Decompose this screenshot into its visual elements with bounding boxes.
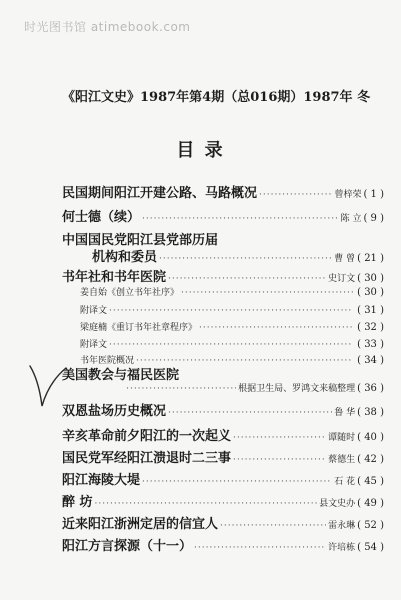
entry-page: ( 31 ) [357, 305, 384, 316]
masthead: 《阳江文史》1987年第4期（总016期）1987年 冬 [62, 90, 371, 105]
entry-author: 曹 曾 [334, 254, 356, 264]
entry-page: ( 36 ) [357, 383, 384, 394]
entry-title: 何士德（续） [62, 210, 141, 225]
toc-entry [62, 266, 384, 285]
entry-title: 双恩盐场历史概况 [62, 404, 167, 419]
watermark: 时光图书馆 atimebook.com [24, 20, 191, 34]
leader-dots [168, 408, 332, 418]
entry-page: ( 21 ) [357, 253, 384, 264]
entry-title: 醉 坊 [62, 495, 93, 510]
entry-title: 国民党军经阳江溃退时二三事 [62, 451, 232, 466]
toc-entry [62, 425, 384, 444]
entry-page: ( 52 ) [357, 520, 384, 531]
leader-dots [142, 214, 339, 224]
toc-entry [80, 303, 384, 316]
entry-page: ( 45 ) [357, 476, 384, 487]
entry-title: 民国期间阳江开建公路、马路概况 [62, 186, 258, 201]
entry-page: ( 30 ) [357, 273, 384, 284]
entry-author: 曾梓荣 [334, 190, 362, 200]
entry-author: 石 花 [334, 477, 356, 487]
entry-page: ( 38 ) [357, 407, 384, 418]
toc-entry [96, 381, 384, 394]
entry-page: ( 34 ) [357, 355, 384, 366]
leader-dots [168, 274, 326, 284]
toc-title: 目 录 [176, 140, 225, 161]
entry-title: 中国国民党阳江县党部历届 [62, 233, 219, 248]
entry-page: ( 49 ) [357, 498, 384, 509]
entry-page: ( 32 ) [357, 322, 384, 333]
entry-title: 辛亥革命前夕阳江的一次起义 [62, 429, 232, 444]
entry-author: 蔡德生 [328, 455, 356, 465]
leader-dots [194, 543, 326, 553]
entry-author: 谭随时 [328, 433, 356, 443]
leader-dots [95, 499, 318, 509]
leader-dots [159, 254, 332, 264]
entry-title: 美国教会与福民医院 [62, 368, 180, 383]
entry-author: 根据卫生局、罗鸿文来稿整理 [238, 384, 356, 394]
toc-entry [62, 491, 384, 510]
entry-author: 雷永琳 [328, 521, 356, 531]
leader-dots [109, 340, 353, 350]
entry-title: 附译文 [80, 306, 108, 316]
entry-page: ( 30 ) [357, 287, 384, 298]
entry-title: 阳江海陵大堤 [62, 473, 141, 488]
entry-title: 姜自始《创立书年社序》 [80, 288, 180, 298]
entry-page: ( 33 ) [357, 339, 384, 350]
entry-title: 书年医院概况 [80, 356, 135, 366]
toc-entry [80, 285, 384, 298]
leader-dots [126, 384, 236, 394]
entry-page: ( 40 ) [357, 432, 384, 443]
entry-page: ( 9 ) [363, 213, 384, 224]
entry-author: 史订文 [328, 274, 356, 284]
entry-title: 梁庭楠《重订书年社章程序》 [80, 323, 198, 333]
entry-author: 陈 立 [340, 214, 362, 224]
toc-entry [62, 182, 384, 201]
toc-entry [62, 400, 384, 419]
toc-entry [62, 513, 384, 532]
toc-entry [80, 337, 384, 350]
entry-title: 近来阳江浙洲定居的信宜人 [62, 517, 219, 532]
entry-page: ( 42 ) [357, 454, 384, 465]
entry-title: 附译文 [80, 340, 108, 350]
toc-entry [92, 246, 384, 265]
leader-dots [199, 323, 353, 333]
entry-author: 县文史办 [319, 499, 356, 509]
leader-dots [181, 288, 353, 298]
toc-entry [80, 320, 384, 333]
entry-author: 鲁 华 [334, 408, 356, 418]
entry-page: ( 1 ) [363, 189, 384, 200]
toc-entry [62, 206, 384, 225]
entry-page: ( 54 ) [357, 542, 384, 553]
toc-entry [62, 447, 384, 466]
leader-dots [233, 455, 326, 465]
entry-author: 许培栋 [328, 543, 356, 553]
entry-title: 机构和委员 [92, 250, 158, 265]
leader-dots [142, 477, 332, 487]
toc-entry [62, 535, 384, 554]
entry-title: 书年社和书年医院 [62, 270, 167, 285]
leader-dots [220, 521, 326, 531]
leader-dots [233, 433, 326, 443]
leader-dots [259, 190, 332, 200]
entry-title: 阳江方言探源（十一） [62, 539, 193, 554]
toc-entry [62, 469, 384, 488]
leader-dots [109, 306, 353, 316]
